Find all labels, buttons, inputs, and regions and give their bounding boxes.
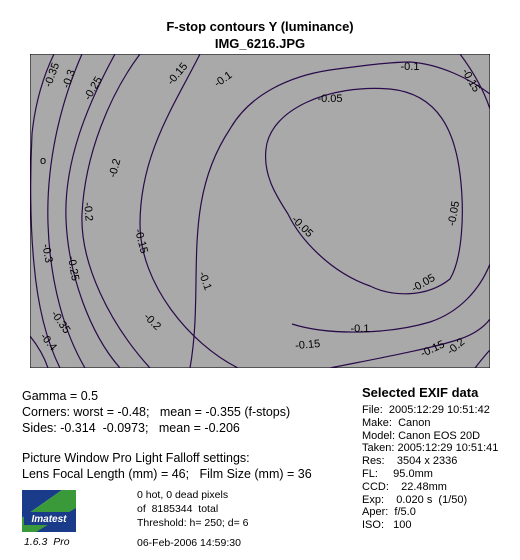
exif-row: Exp: 0.020 s (1/50) <box>362 493 468 506</box>
contour-label: -0.15 <box>459 66 483 95</box>
threshold: Threshold: h= 250; d= 6 <box>137 517 249 529</box>
exif-row: Res: 3504 x 2336 <box>362 455 458 468</box>
contour-label: -0.2 <box>106 157 124 179</box>
exif-row: FL: 95.0mm <box>362 468 433 480</box>
contour-label: -0.4 <box>37 330 59 354</box>
version-text: 1.6.3 Pro <box>24 536 70 548</box>
exif-row: Make: Canon <box>362 416 431 429</box>
contour-label: -0.05 <box>317 93 343 105</box>
contour-label: -0.3 <box>60 68 79 90</box>
contour-label: -0.2 <box>81 201 95 222</box>
contour-plot <box>30 54 490 368</box>
contour-label: -0.25 <box>81 74 105 103</box>
contour-label: -0.05 <box>289 213 316 240</box>
contour-label: -0.35 <box>48 308 73 336</box>
timestamp: 06-Feb-2006 14:59:30 <box>137 537 241 549</box>
contour-label: -0.25 <box>64 255 82 282</box>
settings-text: Lens Focal Length (mm) = 46; Film Size (mm) = 36 <box>22 467 312 481</box>
exif-row: File: 2005:12:29 10:51:42 <box>362 404 490 416</box>
chart-subtitle: IMG_6216.JPG <box>214 36 306 51</box>
contour-label: -0.05 <box>409 271 438 295</box>
corners-text: Corners: worst = -0.48; mean = -0.355 (f-stops) <box>22 405 291 419</box>
sides-text: Sides: -0.314 -0.0973; mean = -0.206 <box>22 421 240 435</box>
contour-label: -0.15 <box>418 338 447 361</box>
imatest-logo <box>22 490 76 532</box>
plot-background <box>30 54 490 368</box>
contour-label: -0.35 <box>42 61 63 89</box>
contour-label: -0.3 <box>39 243 55 264</box>
logo-text: Imatest <box>31 514 67 525</box>
contour-label: -0.2 <box>141 310 164 333</box>
exif-row: ISO: 100 <box>362 519 412 532</box>
exif-row: Taken: 2005:12:29 10:51:41 <box>362 442 499 455</box>
hot-dead-pixels: 0 hot, 0 dead pixels <box>137 489 229 501</box>
settings-header: Picture Window Pro Light Falloff settings: <box>22 451 250 465</box>
exif-row: Model: Canon EOS 20D <box>362 429 481 442</box>
exif-row: Aper: f/5.0 <box>362 506 416 519</box>
contour-label: -0.05 <box>445 200 463 227</box>
contour-label: -0.15 <box>131 227 150 255</box>
contour-label: -0.1 <box>350 323 370 335</box>
contour-label: -0.1 <box>400 61 420 73</box>
center-mark: o <box>39 155 47 167</box>
contour-label: -0.1 <box>212 69 235 90</box>
contour-label: -0.15 <box>294 337 321 353</box>
gamma-text: Gamma = 0.5 <box>22 389 99 403</box>
exif-title: Selected EXIF data <box>362 385 479 400</box>
chart-title: F-stop contours Y (luminance) <box>166 19 354 34</box>
exif-row: CCD: 22.48mm <box>362 480 447 493</box>
contour-label: -0.15 <box>165 60 191 88</box>
total-pixels: of 8185344 total <box>137 503 219 515</box>
contour-label: -0.2 <box>444 336 468 358</box>
contour-label: -0.1 <box>195 270 214 292</box>
